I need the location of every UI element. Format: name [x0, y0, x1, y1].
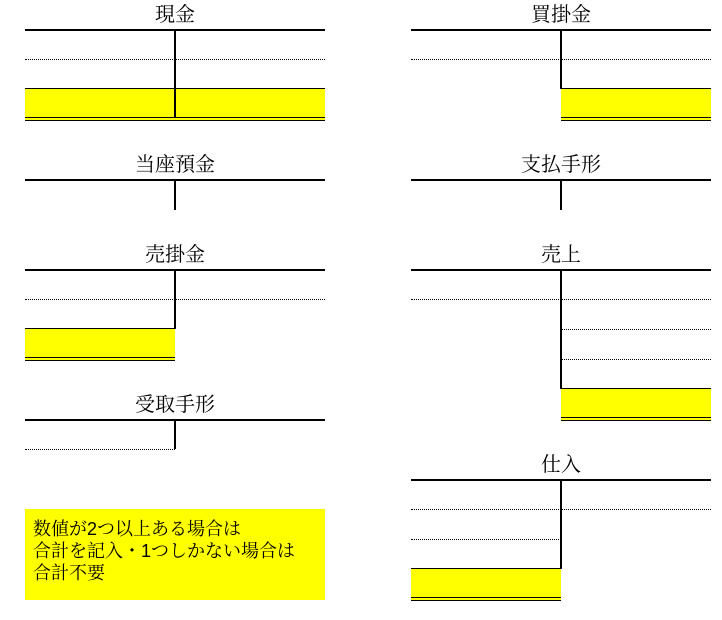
account-title: 買掛金 — [531, 4, 591, 26]
center-divider — [174, 419, 176, 449]
account-title: 受取手形 — [135, 394, 215, 416]
account-title: 現金 — [155, 4, 195, 26]
dotted-entry-rule — [411, 539, 561, 540]
t-account-accounts-receivable — [25, 244, 325, 361]
center-divider — [174, 179, 176, 210]
double-underline-top — [561, 417, 711, 418]
center-divider — [560, 29, 562, 89]
double-underline-bottom — [25, 120, 325, 121]
t-account-cash — [25, 4, 325, 121]
center-divider — [174, 29, 176, 118]
double-underline-bottom — [561, 120, 711, 121]
center-divider — [560, 179, 562, 210]
t-account-notes-receivable — [25, 394, 325, 454]
account-title: 売掛金 — [145, 244, 205, 266]
t-account-sales — [411, 244, 711, 421]
dotted-entry-rule — [561, 329, 711, 330]
account-title: 仕入 — [541, 454, 581, 476]
account-title: 当座預金 — [135, 154, 215, 176]
center-divider — [174, 269, 176, 329]
note-line-1: 数値が2つ以上ある場合は — [33, 519, 242, 539]
account-title: 売上 — [541, 244, 581, 266]
t-account-notes-payable — [411, 154, 711, 214]
account-title: 支払手形 — [521, 154, 601, 176]
t-account-checking-account — [25, 154, 325, 214]
note-line-2: 合計を記入・1つしかない場合は — [33, 541, 296, 561]
dotted-entry-rule — [25, 449, 175, 450]
t-account-accounts-payable — [411, 4, 711, 121]
dotted-entry-rule — [561, 359, 711, 360]
double-underline-top — [25, 117, 325, 118]
t-account-purchases — [411, 454, 711, 601]
double-underline-bottom — [411, 600, 561, 601]
note-line-3: 合計不要 — [33, 563, 105, 583]
instruction-note — [25, 509, 325, 600]
double-underline-top — [411, 597, 561, 598]
double-underline-bottom — [25, 360, 175, 361]
double-underline-top — [25, 357, 175, 358]
center-divider — [560, 479, 562, 569]
double-underline-bottom — [561, 420, 711, 421]
double-underline-top — [561, 117, 711, 118]
